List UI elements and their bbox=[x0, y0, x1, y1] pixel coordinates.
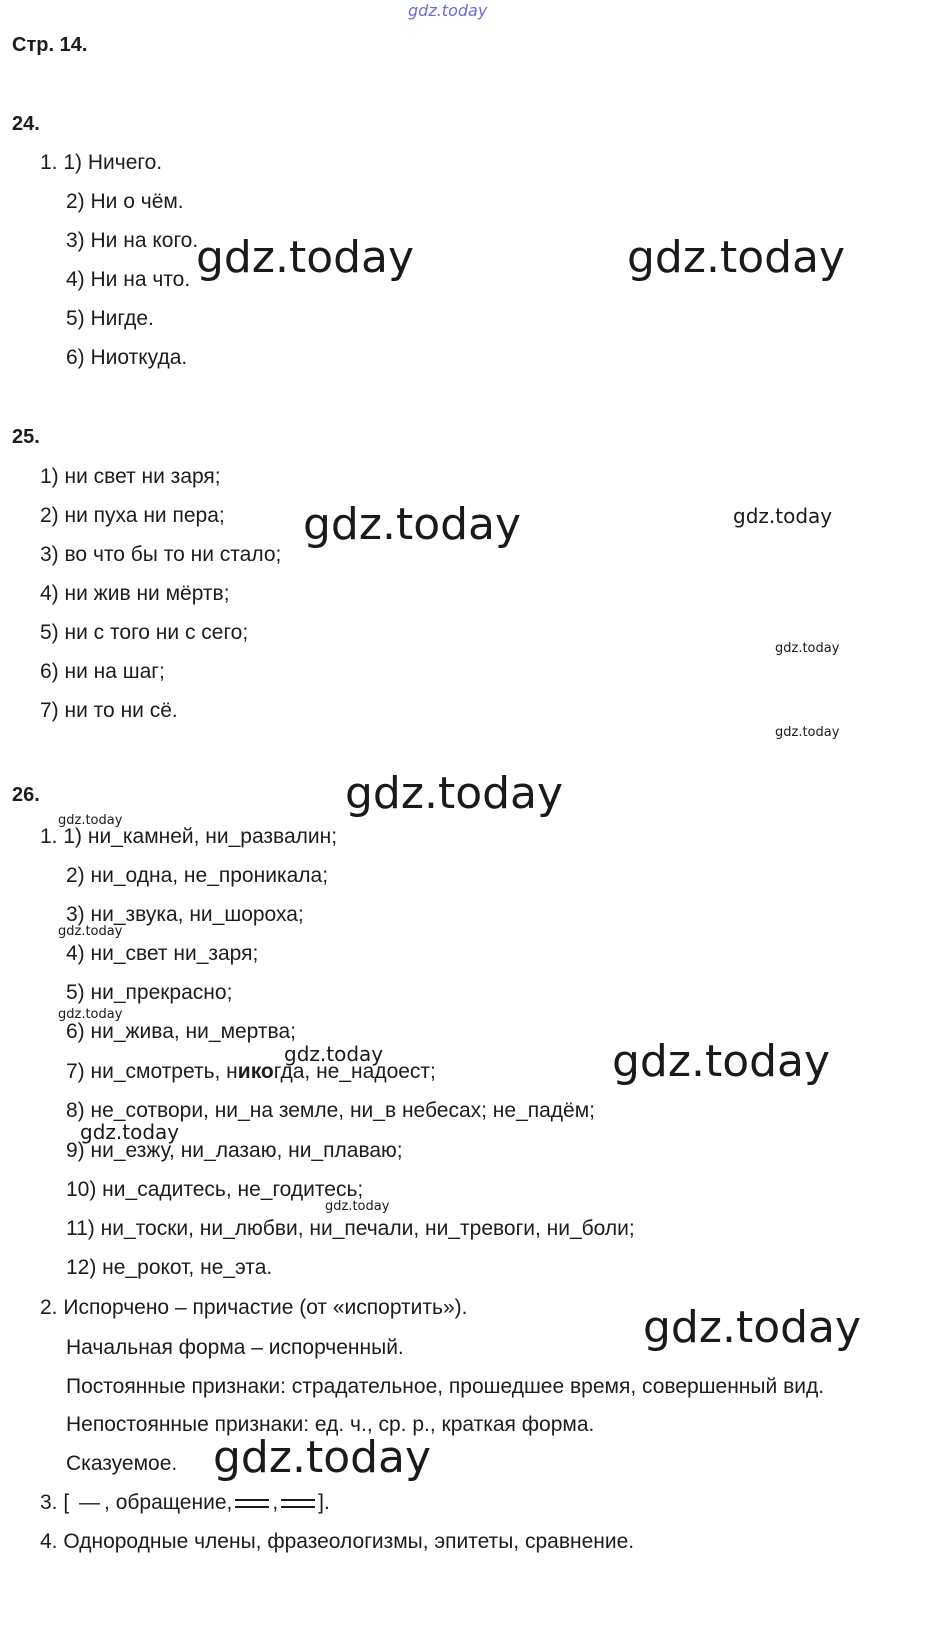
page-label: Стр. 14. bbox=[12, 34, 88, 56]
watermark: gdz.today bbox=[612, 1036, 831, 1087]
ex26-part-2-line: Начальная форма – испорченный. bbox=[66, 1336, 404, 1359]
watermark: gdz.today bbox=[58, 813, 123, 828]
ex26-item: 5) ни_прекрасно; bbox=[66, 981, 233, 1004]
ex25-item: 7) ни то ни сё. bbox=[40, 699, 178, 722]
watermark: gdz.today bbox=[345, 768, 564, 819]
ex24-item: 1. 1) Ничего. bbox=[40, 151, 163, 174]
exercise-26-number: 26. bbox=[12, 784, 40, 806]
ex24-item: 3) Ни на кого. bbox=[66, 229, 199, 252]
watermark: gdz.today bbox=[733, 504, 833, 528]
ex26-part-2-line: Сказуемое. bbox=[66, 1452, 178, 1475]
ex25-item: 5) ни с того ни с сего; bbox=[40, 621, 249, 644]
watermark: gdz.today bbox=[775, 641, 840, 656]
scheme-address: , обращение, bbox=[104, 1491, 233, 1514]
exercise-24-number: 24. bbox=[12, 113, 40, 135]
ex25-item: 4) ни жив ни мёртв; bbox=[40, 582, 230, 605]
exercise-25-number: 25. bbox=[12, 426, 40, 448]
ex25-item: 3) во что бы то ни стало; bbox=[40, 543, 282, 566]
ex24-item: 4) Ни на что. bbox=[66, 268, 191, 291]
ex24-item: 2) Ни о чём. bbox=[66, 190, 184, 213]
ex26-item: 8) не_сотвори, ни_на земле, ни_в небесах; не_падём; bbox=[66, 1099, 596, 1122]
watermark: gdz.today bbox=[775, 725, 840, 740]
watermark: gdz.today bbox=[58, 924, 123, 939]
ex26-part-3-scheme bbox=[40, 1492, 330, 1513]
watermark: gdz.today bbox=[284, 1042, 384, 1066]
watermark: gdz.today bbox=[408, 1, 488, 20]
ex26-item: 1. 1) ни_камней, ни_развалин; bbox=[40, 825, 338, 848]
ex26-item: 12) не_рокот, не_эта. bbox=[66, 1256, 273, 1279]
watermark: gdz.today bbox=[303, 499, 522, 550]
watermark: gdz.today bbox=[627, 232, 846, 283]
ex26-item-7-part: 7) ни_смотреть, н bbox=[66, 1060, 238, 1083]
watermark: gdz.today bbox=[643, 1302, 862, 1353]
ex26-item: 4) ни_свет ни_заря; bbox=[66, 942, 259, 965]
ex26-part-2: 2. Испорчено – причастие (от «испортить»). bbox=[40, 1296, 468, 1319]
ex26-item: 6) ни_жива, ни_мертва; bbox=[66, 1020, 296, 1043]
scheme-predicate-line bbox=[235, 1499, 269, 1508]
ex26-part-2-line: Постоянные признаки: страдательное, прошедшее время, совершенный вид. bbox=[66, 1375, 825, 1398]
ex26-part-2-line: Непостоянные признаки: ед. ч., ср. р., краткая форма. bbox=[66, 1413, 595, 1436]
watermark: gdz.today bbox=[196, 232, 415, 283]
ex26-item: 11) ни_тоски, ни_любви, ни_печали, ни_тревоги, ни_боли; bbox=[66, 1217, 635, 1240]
scheme-predicate-line bbox=[281, 1499, 315, 1508]
ex26-part-4: 4. Однородные члены, фразеологизмы, эпитеты, сравнение. bbox=[40, 1530, 635, 1553]
watermark: gdz.today bbox=[325, 1199, 390, 1214]
ex26-item: 9) ни_езжу, ни_лазаю, ни_плаваю; bbox=[66, 1139, 403, 1162]
scheme-bracket: ]. bbox=[318, 1491, 330, 1514]
ex26-item: 3) ни_звука, ни_шороха; bbox=[66, 903, 304, 926]
scheme-comma: , bbox=[272, 1491, 279, 1514]
watermark: gdz.today bbox=[213, 1432, 432, 1483]
ex24-item: 6) Ниоткуда. bbox=[66, 346, 188, 369]
ex25-item: 6) ни на шаг; bbox=[40, 660, 165, 683]
ex26-item: 2) ни_одна, не_проникала; bbox=[66, 864, 329, 887]
ex24-item: 5) Нигде. bbox=[66, 307, 154, 330]
watermark: gdz.today bbox=[58, 1007, 123, 1022]
ex26-item: 10) ни_садитесь, не_годитесь; bbox=[66, 1178, 364, 1201]
scheme-subject-dash: — bbox=[79, 1491, 101, 1514]
scheme-bracket: 3. [ bbox=[40, 1491, 70, 1514]
watermark: gdz.today bbox=[80, 1120, 180, 1144]
ex25-item: 2) ни пуха ни пера; bbox=[40, 504, 225, 527]
ex26-item-7-bold: ико bbox=[237, 1060, 274, 1083]
ex25-item: 1) ни свет ни заря; bbox=[40, 465, 221, 488]
ex26-item-7-part: гда, не_надоест; bbox=[273, 1060, 436, 1083]
